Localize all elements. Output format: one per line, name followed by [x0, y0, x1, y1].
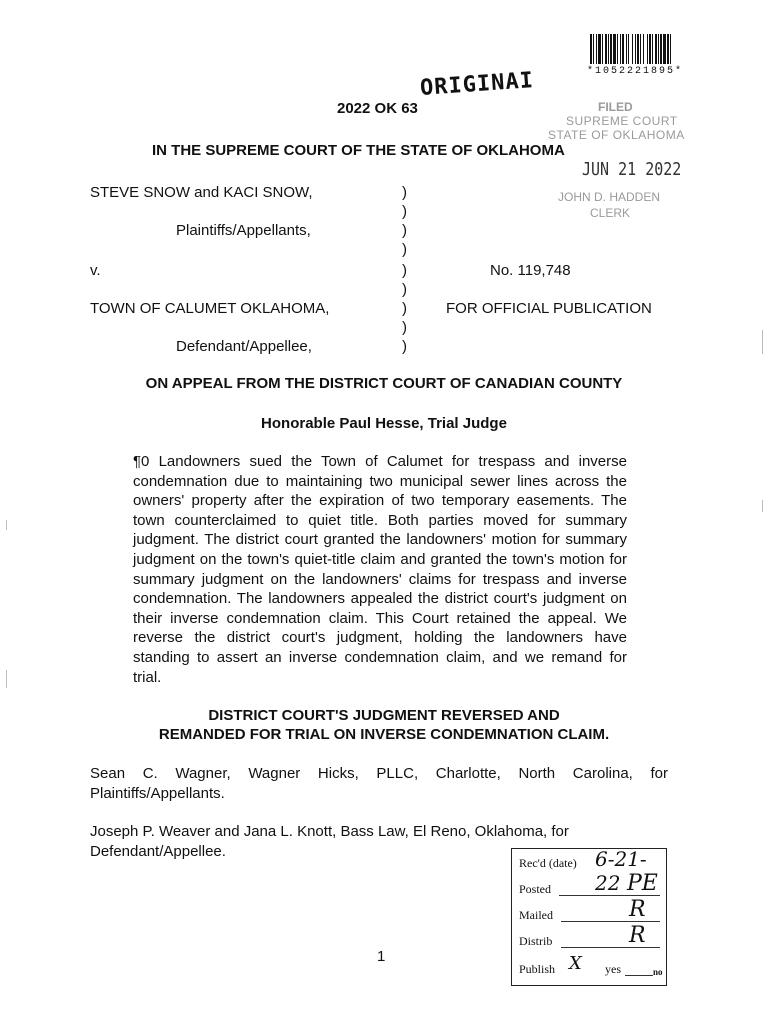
trial-judge: Honorable Paul Hesse, Trial Judge	[261, 415, 507, 432]
citation: 2022 OK 63	[337, 100, 418, 117]
barcode-bar	[617, 34, 618, 64]
barcode-bar	[626, 34, 627, 64]
mailed-row	[519, 897, 660, 925]
filed-stamp-line1: FILED	[598, 100, 633, 114]
received-box	[511, 848, 667, 986]
barcode-bar	[632, 34, 633, 64]
caption-paren: )	[402, 203, 407, 220]
barcode-bar	[649, 34, 651, 64]
barcode-bar	[613, 34, 616, 64]
margin-mark	[762, 500, 763, 512]
barcode-bar	[652, 34, 653, 64]
plaintiffs-role: Plaintiffs/Appellants,	[176, 222, 311, 239]
recd-date-handwritten: 6-21-22	[595, 847, 647, 895]
caption-paren: )	[402, 319, 407, 336]
barcode-bar	[667, 34, 669, 64]
margin-mark	[6, 520, 7, 530]
defendant-name: TOWN OF CALUMET OKLAHOMA,	[90, 300, 330, 317]
posted-label: Posted	[519, 882, 552, 896]
original-stamp: ORIGINAI	[419, 68, 535, 101]
barcode-bar	[596, 34, 597, 64]
barcode-bar	[663, 34, 666, 64]
margin-mark	[6, 670, 7, 688]
filed-date: JUN 21 2022	[582, 158, 682, 180]
publish-label: Publish	[519, 962, 556, 976]
clerk-title: CLERK	[590, 206, 631, 220]
yes-label: yes	[605, 962, 621, 976]
disposition-line2: REMANDED FOR TRIAL ON INVERSE CONDEMNATION CLAIM.	[158, 726, 610, 743]
no-label: no	[653, 967, 663, 977]
publication-status: FOR OFFICIAL PUBLICATION	[446, 300, 652, 317]
caption-paren: )	[402, 222, 407, 239]
filed-stamp-line2: SUPREME COURT	[566, 114, 678, 128]
barcode	[590, 34, 722, 68]
appellants-counsel: Sean C. Wagner, Wagner Hicks, PLLC, Charlotte, North Carolina, for Plaintiffs/Appellants.	[90, 765, 668, 802]
plaintiffs-names: STEVE SNOW and KACI SNOW,	[90, 184, 313, 201]
barcode-bar	[610, 34, 612, 64]
case-number: No. 119,748	[490, 262, 571, 279]
barcode-bar	[647, 34, 648, 64]
barcode-bar	[598, 34, 601, 64]
barcode-bar	[628, 34, 629, 64]
caption-paren: )	[402, 184, 407, 201]
mailed-initials: R	[629, 897, 646, 922]
barcode-bar	[660, 34, 662, 64]
appellee-counsel: Joseph P. Weaver and Jana L. Knott, Bass Law, El Reno, Oklahoma, for Defendant/Appellee.	[90, 823, 569, 860]
barcode-bar	[602, 34, 603, 64]
barcode-bar	[622, 34, 624, 64]
caption-paren: )	[402, 338, 407, 355]
caption-paren: )	[402, 262, 407, 279]
distrib-row	[519, 923, 660, 951]
barcode-number: *1052221895*	[587, 66, 684, 77]
publish-row	[519, 953, 663, 979]
barcode-bar	[658, 34, 659, 64]
caption-paren: )	[402, 300, 407, 317]
posted-initials: PE	[627, 871, 658, 896]
barcode-bar	[640, 34, 641, 64]
disposition	[0, 706, 768, 744]
mailed-label: Mailed	[519, 908, 553, 922]
margin-mark	[762, 330, 763, 354]
summary-paragraph: ¶0 Landowners sued the Town of Calumet for trespass and inverse condemnation due to maintaining two municipal sewer lines across the owners' property after the expiration of two temporary easements. The town counterclaimed to quiet title. Both parties moved for summary judgment. The district court granted the landowners' motion for summary judgment on the town's quiet-title claim and granted the town's motion for summary judgment on the landowners' claims for trespass and inverse condemnation. The landowners appealed the district court's judgment on their inverse condemnation claim. This Court retained the appeal. We reverse the district court's judgment, holding the landowners have standing to assert an inverse condemnation claim, and we remand for trial.	[133, 453, 627, 686]
barcode-bar	[637, 34, 639, 64]
barcode-bar	[635, 34, 636, 64]
page-number: 1	[377, 948, 386, 965]
distrib-label: Distrib	[519, 934, 553, 948]
no-line	[625, 975, 653, 976]
caption-paren: )	[402, 281, 407, 298]
barcode-bar	[643, 34, 644, 64]
distrib-initials: R	[629, 923, 646, 948]
barcode-bar	[593, 34, 594, 64]
versus: v.	[90, 262, 101, 279]
barcode-bar	[605, 34, 607, 64]
barcode-bar	[655, 34, 657, 64]
filed-stamp-line3: STATE OF OKLAHOMA	[548, 128, 685, 142]
appeal-heading: ON APPEAL FROM THE DISTRICT COURT OF CANADIAN COUNTY	[145, 375, 623, 392]
barcode-bar	[670, 34, 671, 64]
clerk-name: JOHN D. HADDEN	[558, 190, 661, 204]
recd-label: Rec'd (date)	[519, 856, 577, 870]
barcode-bar	[620, 34, 621, 64]
caption-paren: )	[402, 241, 407, 258]
barcode-bar	[608, 34, 609, 64]
defendant-role: Defendant/Appellee,	[176, 338, 312, 355]
barcode-bar	[590, 34, 592, 64]
court-title: IN THE SUPREME COURT OF THE STATE OF OKLAHOMA	[152, 142, 565, 159]
publish-mark: X	[569, 953, 582, 974]
disposition-line1: DISTRICT COURT'S JUDGMENT REVERSED AND	[208, 707, 560, 724]
